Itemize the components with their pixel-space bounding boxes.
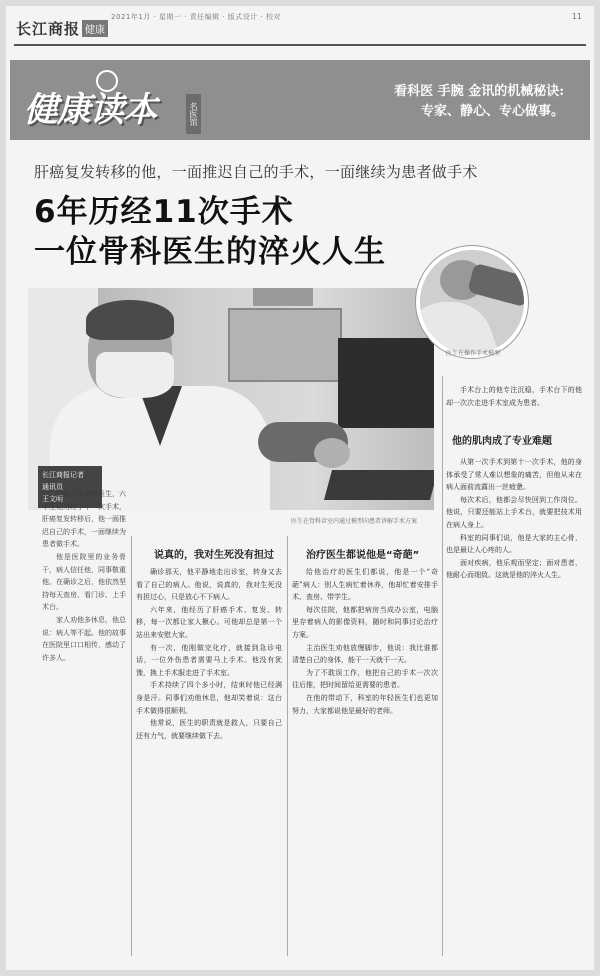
section-tag: 健康 bbox=[82, 20, 108, 37]
banner-slogan-line1: 看科医 手腕 金讯的机械秘诀: bbox=[394, 84, 564, 99]
body-column-right bbox=[446, 456, 582, 956]
masthead-topline: 2021年1月 · 星期一 · 责任编辑 · 版式设计 · 校对 bbox=[111, 13, 281, 21]
paragraph: 手术持续了四个多小时，结束时他已经满身是汗。同事们劝他休息，他却笑着说：这台手术做得很顺利。 bbox=[136, 681, 282, 715]
column-divider bbox=[442, 376, 443, 956]
subhead-b: 治疗医生都说他是“奇葩” bbox=[306, 550, 420, 561]
section-logo-sub: 名医馆 bbox=[186, 94, 201, 134]
paragraph: 为了不耽误工作，他把自己的手术一次次往后推，把时间留给更需要的患者。 bbox=[292, 668, 438, 690]
column-divider bbox=[287, 536, 288, 956]
body-column-a bbox=[136, 566, 282, 956]
paragraph: 主治医生劝他放慢脚步，他说：我比谁都清楚自己的身体，能干一天就干一天。 bbox=[292, 643, 438, 665]
headline-kicker: 肝癌复发转移的他，一面推迟自己的手术，一面继续为患者做手术 bbox=[34, 163, 478, 181]
paragraph: 确诊那天，他平静地走出诊室，转身又去看了自己的病人。他说，说真的，我对生死没有担过心，只是放心不下病人。 bbox=[136, 568, 282, 602]
paragraph: 家人劝他多休息，他总说：病人等不起。他的故事在医院里口口相传，感动了许多人。 bbox=[42, 615, 126, 662]
masthead bbox=[6, 6, 594, 48]
section-logo: 健康读本 bbox=[24, 90, 156, 130]
body-column-b bbox=[292, 566, 438, 956]
paragraph: 从第一次手术到第十一次手术，他的身体承受了常人难以想象的痛苦，但他从未在病人面前流露出一丝疲惫。 bbox=[446, 458, 582, 492]
paragraph: 每次住院，他都把病房当成办公室，电脑里存着病人的影像资料，随时和同事讨论治疗方案。 bbox=[292, 605, 438, 639]
paragraph: 面对疾病，他乐观而坚定；面对患者，他耐心而细致。这就是他的淬火人生。 bbox=[446, 558, 582, 580]
section-banner bbox=[10, 60, 590, 140]
paragraph: 有一次，他刚做完化疗，就接到急诊电话，一位外伤患者需要马上手术。他没有犹豫，换上手术服走进了手术室。 bbox=[136, 643, 282, 677]
reporter-line1: 长江商报记者 bbox=[42, 471, 84, 479]
subhead-c: 他的肌肉成了专业难题 bbox=[452, 436, 552, 447]
paragraph: 手术台上的他专注沉稳，手术台下的他却一次次走进手术室成为患者。 bbox=[446, 386, 582, 407]
page-number: 11 bbox=[571, 12, 582, 21]
paper-name: 长江商报 bbox=[16, 20, 81, 38]
subhead-a: 说真的，我对生死没有担过 bbox=[154, 550, 274, 561]
headline-line1: 6年历经11次手术 bbox=[34, 194, 294, 230]
paragraph: 在他的带动下，科室的年轻医生们也更加努力，大家都说他是最好的老师。 bbox=[292, 693, 438, 715]
paragraph: 每次术后，他都会尽快回到工作岗位。他说，只要还能站上手术台，就要把技术用在病人身上。 bbox=[446, 495, 582, 529]
banner-slogan-line2: 专家、静心、专心做事。 bbox=[420, 104, 564, 119]
paragraph: 这是一位骨科医生，六年里他历经了十一次手术，肝癌复发转移后，他一面推迟自己的手术，一面继续为患者做手术。 bbox=[42, 490, 126, 549]
banner-slogan bbox=[394, 82, 564, 122]
paragraph: 他常说，医生的职责就是救人，只要自己还有力气，就要继续做下去。 bbox=[136, 719, 282, 740]
masthead-rule bbox=[14, 44, 586, 46]
column-divider bbox=[131, 536, 132, 956]
newspaper-page bbox=[6, 6, 594, 970]
paragraph: 他是医院里的业务骨干，病人信任他，同事敬重他。在确诊之后，他依然坚持每天查房、看门诊、上手术台。 bbox=[42, 552, 126, 612]
paragraph: 给他治疗的医生们都说，他是一个“奇葩”病人：别人生病忙着休养，他却忙着安排手术、查房、带学生。 bbox=[292, 568, 438, 602]
paragraph: 科室的同事们说，他是大家的主心骨，也是最让人心疼的人。 bbox=[446, 533, 582, 555]
paragraph: 六年来，他经历了肝癌手术、复发、转移，每一次都让家人揪心。可他却总是第一个站出来安慰大家。 bbox=[136, 605, 282, 639]
headline-line2: 一位骨科医生的淬火人生 bbox=[34, 234, 386, 270]
inset-photo-caption: 医生在操作手术模型 bbox=[446, 350, 501, 357]
main-photo-caption: 医生在骨科诊室内通过模型向患者讲解手术方案 bbox=[291, 518, 418, 525]
reporter-line3: 王文明 bbox=[42, 495, 63, 503]
body-column-left bbox=[42, 488, 126, 948]
inset-circle-photo bbox=[416, 246, 528, 358]
body-column-right-top bbox=[446, 384, 582, 426]
reporter-line2: 通讯员 bbox=[42, 483, 63, 491]
